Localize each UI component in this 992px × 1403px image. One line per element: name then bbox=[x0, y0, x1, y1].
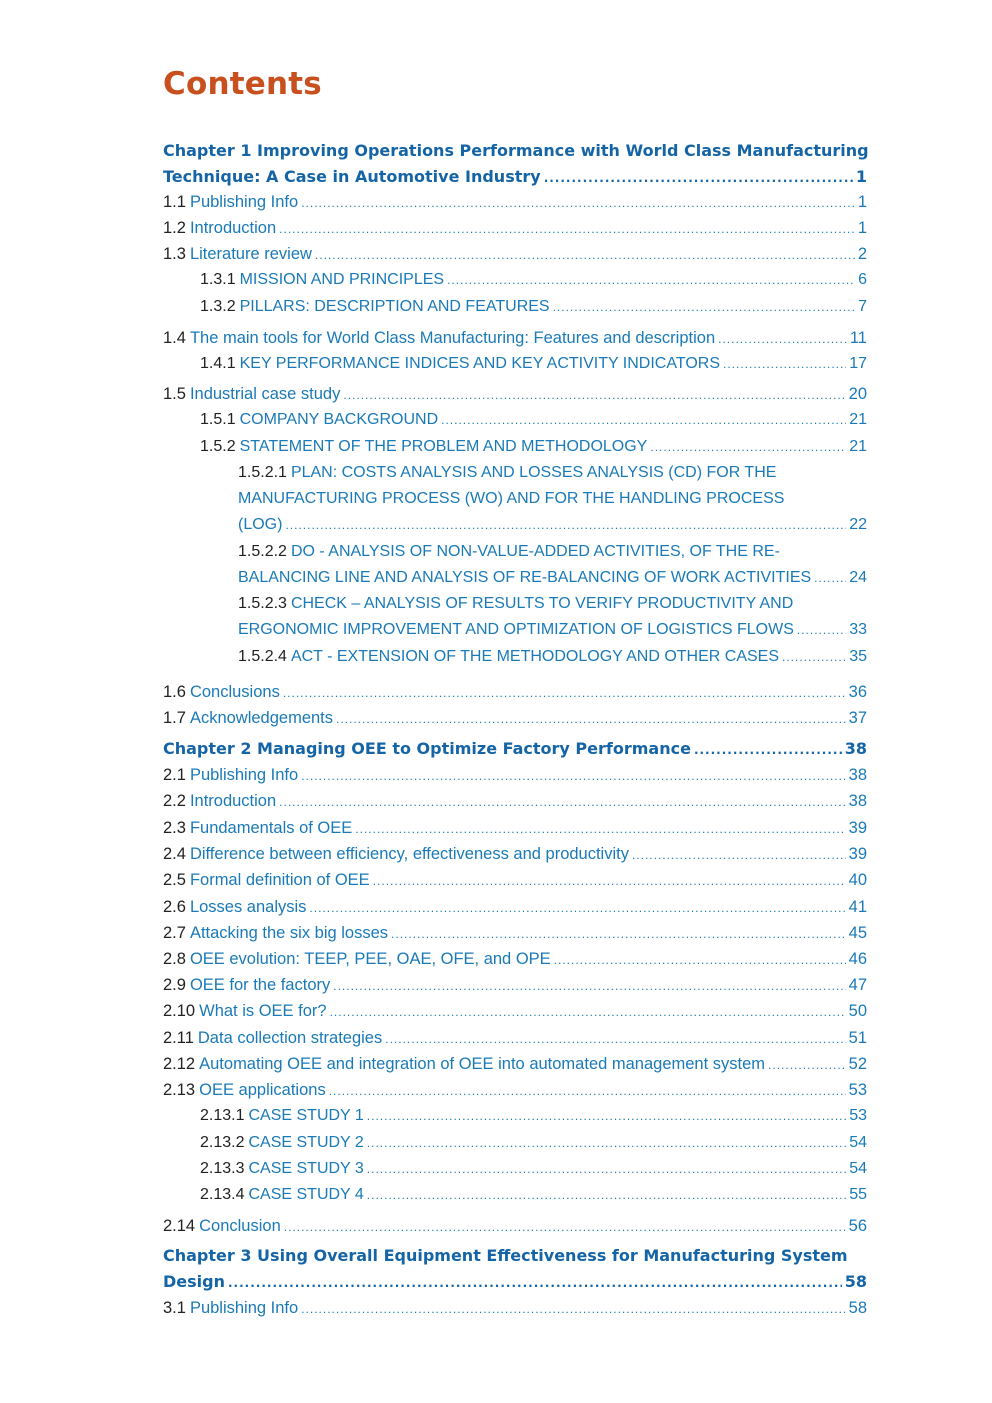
toc-entry-3-1[interactable] bbox=[163, 1295, 867, 1321]
toc-entry-2-13-2[interactable] bbox=[200, 1130, 867, 1156]
toc-entry-text: CASE STUDY 2 bbox=[248, 1134, 364, 1151]
toc-chapter-1-line2: Technique: A Case in Automotive Industry bbox=[163, 167, 541, 186]
toc-entry-1-6[interactable] bbox=[163, 679, 867, 705]
toc-entry-number: 2.14 bbox=[163, 1217, 196, 1235]
toc-page-number: 37 bbox=[848, 709, 867, 727]
toc-page-number: 55 bbox=[849, 1186, 867, 1203]
toc-page-number: 38 bbox=[844, 739, 867, 758]
toc-chapter-1[interactable] bbox=[163, 138, 867, 191]
toc-entry-number: 2.2 bbox=[163, 792, 186, 810]
toc-entry-text: Conclusion bbox=[199, 1217, 281, 1235]
toc-entry-text: STATEMENT OF THE PROBLEM AND METHODOLOGY bbox=[239, 438, 648, 455]
dot-leader bbox=[367, 1130, 846, 1156]
toc-entry-number: 1.5.2.4 bbox=[238, 648, 287, 665]
toc-entry-2-4[interactable] bbox=[163, 841, 867, 867]
toc-page-number: 45 bbox=[848, 924, 867, 942]
dot-leader bbox=[279, 216, 855, 242]
dot-leader bbox=[285, 512, 846, 538]
toc-entry-number: 2.13 bbox=[163, 1081, 196, 1099]
dot-leader bbox=[367, 1103, 846, 1129]
toc-entry-2-13-1[interactable] bbox=[200, 1103, 867, 1129]
dot-leader bbox=[301, 190, 855, 216]
toc-entry-text: Industrial case study bbox=[189, 385, 341, 403]
toc-entry-text-line1: DO - ANALYSIS OF NON-VALUE-ADDED ACTIVITIES, OF THE RE- bbox=[290, 543, 780, 560]
dot-leader bbox=[373, 868, 846, 894]
toc-entry-number: 2.4 bbox=[163, 845, 186, 863]
dot-leader bbox=[301, 1296, 845, 1322]
toc-entry-text-line1: CHECK – ANALYSIS OF RESULTS TO VERIFY PRODUCTIVITY AND bbox=[290, 595, 794, 612]
dot-leader bbox=[768, 1052, 846, 1078]
toc-entry-2-2[interactable] bbox=[163, 788, 867, 814]
toc-entry-text: PILLARS: DESCRIPTION AND FEATURES bbox=[239, 298, 550, 315]
dot-leader bbox=[632, 842, 846, 868]
toc-page-number: 40 bbox=[848, 871, 867, 889]
toc-entry-number: 1.2 bbox=[163, 219, 186, 237]
toc-entry-text: What is OEE for? bbox=[199, 1002, 327, 1020]
toc-entry-number: 1.6 bbox=[163, 683, 186, 701]
toc-entry-1-1[interactable] bbox=[163, 189, 867, 215]
dot-leader bbox=[315, 242, 855, 268]
toc-chapter-3[interactable] bbox=[163, 1243, 867, 1296]
dot-leader bbox=[723, 351, 846, 377]
dot-leader bbox=[329, 1078, 846, 1104]
toc-page-number: 51 bbox=[848, 1029, 867, 1047]
toc-entry-2-8[interactable] bbox=[163, 946, 867, 972]
toc-entry-number: 1.1 bbox=[163, 193, 186, 211]
page-title: Contents bbox=[163, 66, 322, 102]
toc-entry-text-line2: ERGONOMIC IMPROVEMENT AND OPTIMIZATION OF LOGISTICS FLOWS bbox=[238, 621, 794, 638]
dot-leader bbox=[284, 1214, 846, 1240]
toc-entry-number: 1.4.1 bbox=[200, 355, 236, 372]
toc-entry-2-13[interactable] bbox=[163, 1077, 867, 1103]
toc-entry-2-12[interactable] bbox=[163, 1051, 867, 1077]
toc-entry-number: 2.1 bbox=[163, 766, 186, 784]
toc-entry-text: COMPANY BACKGROUND bbox=[239, 411, 439, 428]
toc-entry-text: Introduction bbox=[189, 792, 277, 810]
toc-page-number: 53 bbox=[849, 1107, 867, 1124]
toc-entry-text: Introduction bbox=[189, 219, 277, 237]
dot-leader bbox=[441, 407, 846, 433]
toc-entry-number: 2.13.3 bbox=[200, 1160, 245, 1177]
toc-page-number: 20 bbox=[848, 385, 867, 403]
toc-entry-number: 3.1 bbox=[163, 1299, 186, 1317]
toc-entry-text: Attacking the six big losses bbox=[189, 924, 389, 942]
toc-entry-number: 2.8 bbox=[163, 950, 186, 968]
toc-page-number: 56 bbox=[848, 1217, 867, 1235]
toc-entry-2-1[interactable] bbox=[163, 762, 867, 788]
toc-entry-number: 2.11 bbox=[163, 1029, 194, 1047]
toc-page-number: 47 bbox=[848, 976, 867, 994]
dot-leader bbox=[782, 644, 846, 670]
toc-page-number: 33 bbox=[849, 621, 867, 638]
dot-leader bbox=[333, 973, 845, 999]
toc-entry-2-5[interactable] bbox=[163, 867, 867, 893]
toc-entry-number: 2.10 bbox=[163, 1002, 196, 1020]
toc-page-number: 38 bbox=[848, 766, 867, 784]
toc-page-number: 1 bbox=[857, 219, 867, 237]
toc-entry-number: 2.6 bbox=[163, 898, 186, 916]
dot-leader bbox=[336, 706, 846, 732]
toc-entry-text: Losses analysis bbox=[189, 898, 307, 916]
toc-entry-text: KEY PERFORMANCE INDICES AND KEY ACTIVITY INDICATORS bbox=[239, 355, 720, 372]
toc-entry-text: Difference between efficiency, effectiveness and productivity bbox=[189, 845, 629, 863]
toc-entry-text: Literature review bbox=[189, 245, 312, 263]
toc-page-number: 38 bbox=[848, 792, 867, 810]
dot-leader bbox=[385, 1026, 845, 1052]
toc-entry-number: 1.3.1 bbox=[200, 271, 236, 288]
toc-page-number: 22 bbox=[849, 516, 867, 533]
toc-chapter-3-line1: Chapter 3 Using Overall Equipment Effectiveness for Manufacturing System bbox=[163, 1246, 848, 1265]
toc-entry-number: 2.5 bbox=[163, 871, 186, 889]
dot-leader bbox=[301, 763, 845, 789]
toc-chapter-text: Chapter 2 Managing OEE to Optimize Factory Performance bbox=[163, 739, 691, 758]
toc-entry-text: ACT - EXTENSION OF THE METHODOLOGY AND OTHER CASES bbox=[290, 648, 780, 665]
dot-leader bbox=[694, 737, 842, 763]
toc-entry-number: 1.5.2.1 bbox=[238, 464, 287, 481]
toc-entry-number: 2.12 bbox=[163, 1055, 196, 1073]
toc-entry-1-4-1[interactable] bbox=[200, 351, 867, 377]
dot-leader bbox=[367, 1182, 846, 1208]
toc-entry-number: 1.3.2 bbox=[200, 298, 236, 315]
toc-page-number: 11 bbox=[849, 329, 867, 347]
toc-entry-text: Formal definition of OEE bbox=[189, 871, 370, 889]
toc-entry-text: OEE applications bbox=[199, 1081, 326, 1099]
toc-page-number: 1 bbox=[857, 193, 867, 211]
dot-leader bbox=[814, 565, 846, 591]
dot-leader bbox=[283, 680, 846, 706]
dot-leader bbox=[367, 1156, 846, 1182]
toc-page-number: 58 bbox=[848, 1299, 867, 1317]
toc-entry-2-9[interactable] bbox=[163, 972, 867, 998]
toc-page-number: 39 bbox=[848, 819, 867, 837]
toc-entry-text: OEE for the factory bbox=[189, 976, 331, 994]
toc-page-number: 41 bbox=[848, 898, 867, 916]
toc-entry-text: Conclusions bbox=[189, 683, 280, 701]
toc-entry-1-5-2-2[interactable] bbox=[238, 539, 867, 591]
toc-entry-number: 1.7 bbox=[163, 709, 186, 727]
toc-page-number: 6 bbox=[858, 271, 867, 288]
toc-entry-text: Acknowledgements bbox=[189, 709, 334, 727]
toc-entry-number: 2.13.2 bbox=[200, 1134, 245, 1151]
toc-chapter-2[interactable] bbox=[163, 736, 867, 762]
toc-entry-number: 1.4 bbox=[163, 329, 186, 347]
toc-entry-number: 2.9 bbox=[163, 976, 186, 994]
toc-entry-text: The main tools for World Class Manufacturing: Features and description bbox=[189, 329, 716, 347]
toc-entry-2-10[interactable] bbox=[163, 998, 867, 1024]
dot-leader bbox=[391, 921, 846, 947]
toc-page-number: 24 bbox=[849, 569, 867, 586]
toc-page-number: 54 bbox=[849, 1134, 867, 1151]
toc-entry-1-2[interactable] bbox=[163, 215, 867, 241]
toc-page-number: 35 bbox=[849, 648, 867, 665]
toc-entry-2-11[interactable] bbox=[163, 1025, 867, 1051]
dot-leader bbox=[343, 382, 845, 408]
toc-entry-number: 2.3 bbox=[163, 819, 186, 837]
toc-page-number: 17 bbox=[849, 355, 867, 372]
toc-entry-text: Publishing Info bbox=[189, 1299, 299, 1317]
toc-chapter-1-line1: Chapter 1 Improving Operations Performance with World Class Manufacturing bbox=[163, 141, 869, 160]
toc-entry-1-5[interactable] bbox=[163, 381, 867, 407]
toc-entry-text-line3: (LOG) bbox=[238, 516, 283, 533]
dot-leader bbox=[554, 947, 846, 973]
toc-entry-2-13-4[interactable] bbox=[200, 1182, 867, 1208]
toc-page-number: 36 bbox=[848, 683, 867, 701]
toc-entry-text: Fundamentals of OEE bbox=[189, 819, 353, 837]
dot-leader bbox=[309, 895, 845, 921]
dot-leader bbox=[355, 816, 845, 842]
toc-page-number: 2 bbox=[857, 245, 867, 263]
toc-entry-2-14[interactable] bbox=[163, 1213, 867, 1239]
toc-entry-number: 2.13.4 bbox=[200, 1186, 245, 1203]
toc-page-number: 52 bbox=[848, 1055, 867, 1073]
toc-entry-number: 1.5 bbox=[163, 385, 186, 403]
toc-entry-1-5-2-3[interactable] bbox=[238, 591, 867, 643]
toc-page-number: 21 bbox=[849, 411, 867, 428]
toc-entry-text: Publishing Info bbox=[189, 193, 299, 211]
toc-entry-text: CASE STUDY 1 bbox=[248, 1107, 364, 1124]
dot-leader bbox=[279, 789, 845, 815]
toc-entry-text: Publishing Info bbox=[189, 766, 299, 784]
toc-entry-1-5-1[interactable] bbox=[200, 407, 867, 433]
dot-leader bbox=[544, 165, 853, 191]
toc-entry-text: OEE evolution: TEEP, PEE, OAE, OFE, and OPE bbox=[189, 950, 551, 968]
toc-entry-text: Automating OEE and integration of OEE into automated management system bbox=[199, 1055, 766, 1073]
toc-entry-number: 1.5.2.3 bbox=[238, 595, 287, 612]
dot-leader bbox=[718, 326, 847, 352]
dot-leader bbox=[447, 267, 855, 293]
toc-entry-number: 1.5.1 bbox=[200, 411, 236, 428]
toc-entry-1-5-2-4[interactable] bbox=[238, 644, 867, 670]
toc-entry-2-13-3[interactable] bbox=[200, 1156, 867, 1182]
toc-entry-1-3-1[interactable] bbox=[200, 267, 867, 293]
toc-page-number: 53 bbox=[848, 1081, 867, 1099]
toc-entry-text-line2: MANUFACTURING PROCESS (WO) AND FOR THE HANDLING PROCESS bbox=[238, 490, 785, 507]
toc-entry-1-4[interactable] bbox=[163, 325, 867, 351]
toc-page-number: 54 bbox=[849, 1160, 867, 1177]
dot-leader bbox=[797, 617, 846, 643]
toc-entry-number: 1.3 bbox=[163, 245, 186, 263]
toc-entry-text: CASE STUDY 3 bbox=[248, 1160, 364, 1177]
dot-leader bbox=[228, 1270, 842, 1296]
toc-entry-text: CASE STUDY 4 bbox=[248, 1186, 364, 1203]
toc-entry-number: 1.5.2.2 bbox=[238, 543, 287, 560]
toc-chapter-3-line2: Design bbox=[163, 1272, 225, 1291]
toc-entry-text: Data collection strategies bbox=[197, 1029, 383, 1047]
dot-leader bbox=[553, 294, 856, 320]
toc-entry-2-3[interactable] bbox=[163, 815, 867, 841]
toc-entry-text: MISSION AND PRINCIPLES bbox=[239, 271, 445, 288]
toc-entry-1-3[interactable] bbox=[163, 241, 867, 267]
toc-entry-text-line2: BALANCING LINE AND ANALYSIS OF RE-BALANCING OF WORK ACTIVITIES bbox=[238, 569, 812, 586]
toc-entry-text-line1: PLAN: COSTS ANALYSIS AND LOSSES ANALYSIS (CD) FOR THE bbox=[290, 464, 777, 481]
toc-page-number: 39 bbox=[848, 845, 867, 863]
toc-entry-number: 2.7 bbox=[163, 924, 186, 942]
dot-leader bbox=[330, 999, 846, 1025]
toc-entry-number: 2.13.1 bbox=[200, 1107, 245, 1124]
toc-entry-1-5-2[interactable] bbox=[200, 434, 867, 460]
toc-page-number: 46 bbox=[848, 950, 867, 968]
toc-page-number: 58 bbox=[844, 1272, 867, 1291]
toc-page-number: 1 bbox=[855, 167, 867, 186]
toc-page-number: 50 bbox=[848, 1002, 867, 1020]
toc-entry-2-7[interactable] bbox=[163, 920, 867, 946]
toc-entry-1-7[interactable] bbox=[163, 705, 867, 731]
toc-entry-number: 1.5.2 bbox=[200, 438, 236, 455]
toc-entry-2-6[interactable] bbox=[163, 894, 867, 920]
dot-leader bbox=[650, 434, 846, 460]
toc-page-number: 21 bbox=[849, 438, 867, 455]
toc-page-number: 7 bbox=[858, 298, 867, 315]
toc-entry-1-3-2[interactable] bbox=[200, 294, 867, 320]
toc-entry-1-5-2-1[interactable] bbox=[238, 460, 867, 538]
